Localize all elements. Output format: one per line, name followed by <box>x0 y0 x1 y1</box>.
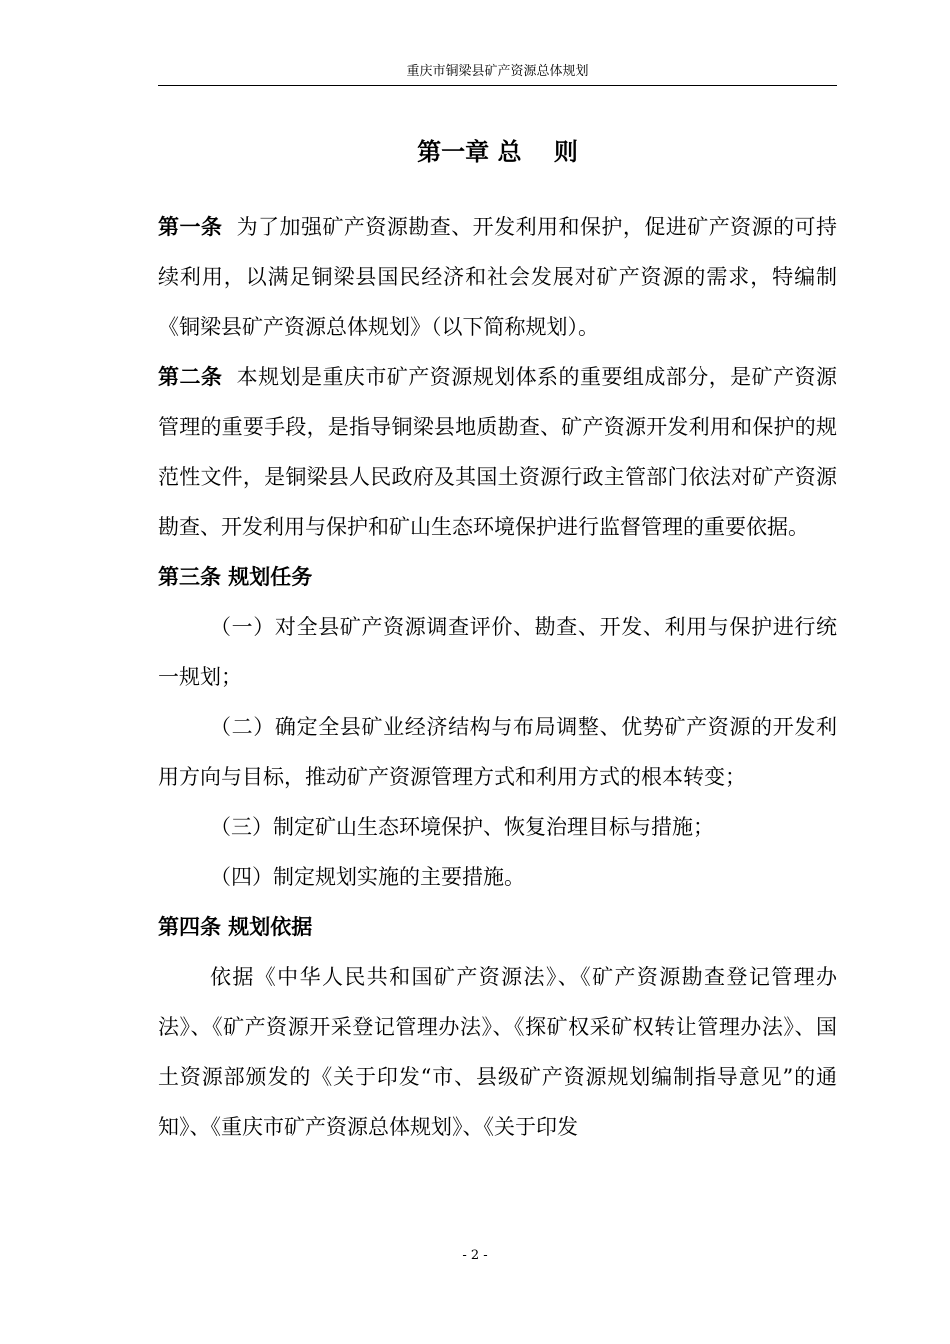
article-3-item-3: （三）制定矿山生态环境保护、恢复治理目标与措施； <box>210 815 714 839</box>
article-2-label: 第二条 <box>158 365 223 389</box>
article-1-label: 第一条 <box>158 215 223 239</box>
header-rule <box>158 85 837 86</box>
article-2 <box>158 352 837 552</box>
article-4-text: 依据《中华人民共和国矿产资源法》、《矿产资源勘查登记管理办法》、《矿产资源开采登记管理办法》、《探矿权采矿权转让管理办法》、国土资源部颁发的《关于印发“市、县级矿产资源规划编制指导意见”的通知》、《重庆市矿产资源总体规划》、《关于印发 <box>158 965 837 1139</box>
body-text <box>158 202 837 1152</box>
article-3-item-2: （二）确定全县矿业经济结构与布局调整、优势矿产资源的开发利用方向与目标，推动矿产资源管理方式和利用方式的根本转变； <box>158 715 837 789</box>
article-3-item-4: （四）制定规划实施的主要措施。 <box>210 865 525 889</box>
running-header: 重庆市铜梁县矿产资源总体规划 <box>406 64 589 79</box>
article-1-text: 为了加强矿产资源勘查、开发利用和保护，促进矿产资源的可持续利用，以满足铜梁县国民经济和社会发展对矿产资源的需求，特编制《铜梁县矿产资源总体规划》（以下简称规划）。 <box>158 215 837 339</box>
article-1 <box>158 202 837 352</box>
article-2-text: 本规划是重庆市矿产资源规划体系的重要组成部分，是矿产资源管理的重要手段，是指导铜梁县地质勘查、矿产资源开发利用和保护的规范性文件，是铜梁县人民政府及其国土资源行政主管部门依法对矿产资源勘查、开发利用与保护和矿山生态环境保护进行监督管理的重要依据。 <box>158 365 837 539</box>
article-4-heading: 第四条 规划依据 <box>158 915 313 939</box>
chapter-title: 第一章 总 则 <box>417 138 578 166</box>
page-number: - 2 - <box>462 1248 488 1263</box>
article-3-item-1: （一）对全县矿产资源调查评价、勘查、开发、利用与保护进行统一规划； <box>158 615 837 689</box>
article-3-heading: 第三条 规划任务 <box>158 565 313 589</box>
